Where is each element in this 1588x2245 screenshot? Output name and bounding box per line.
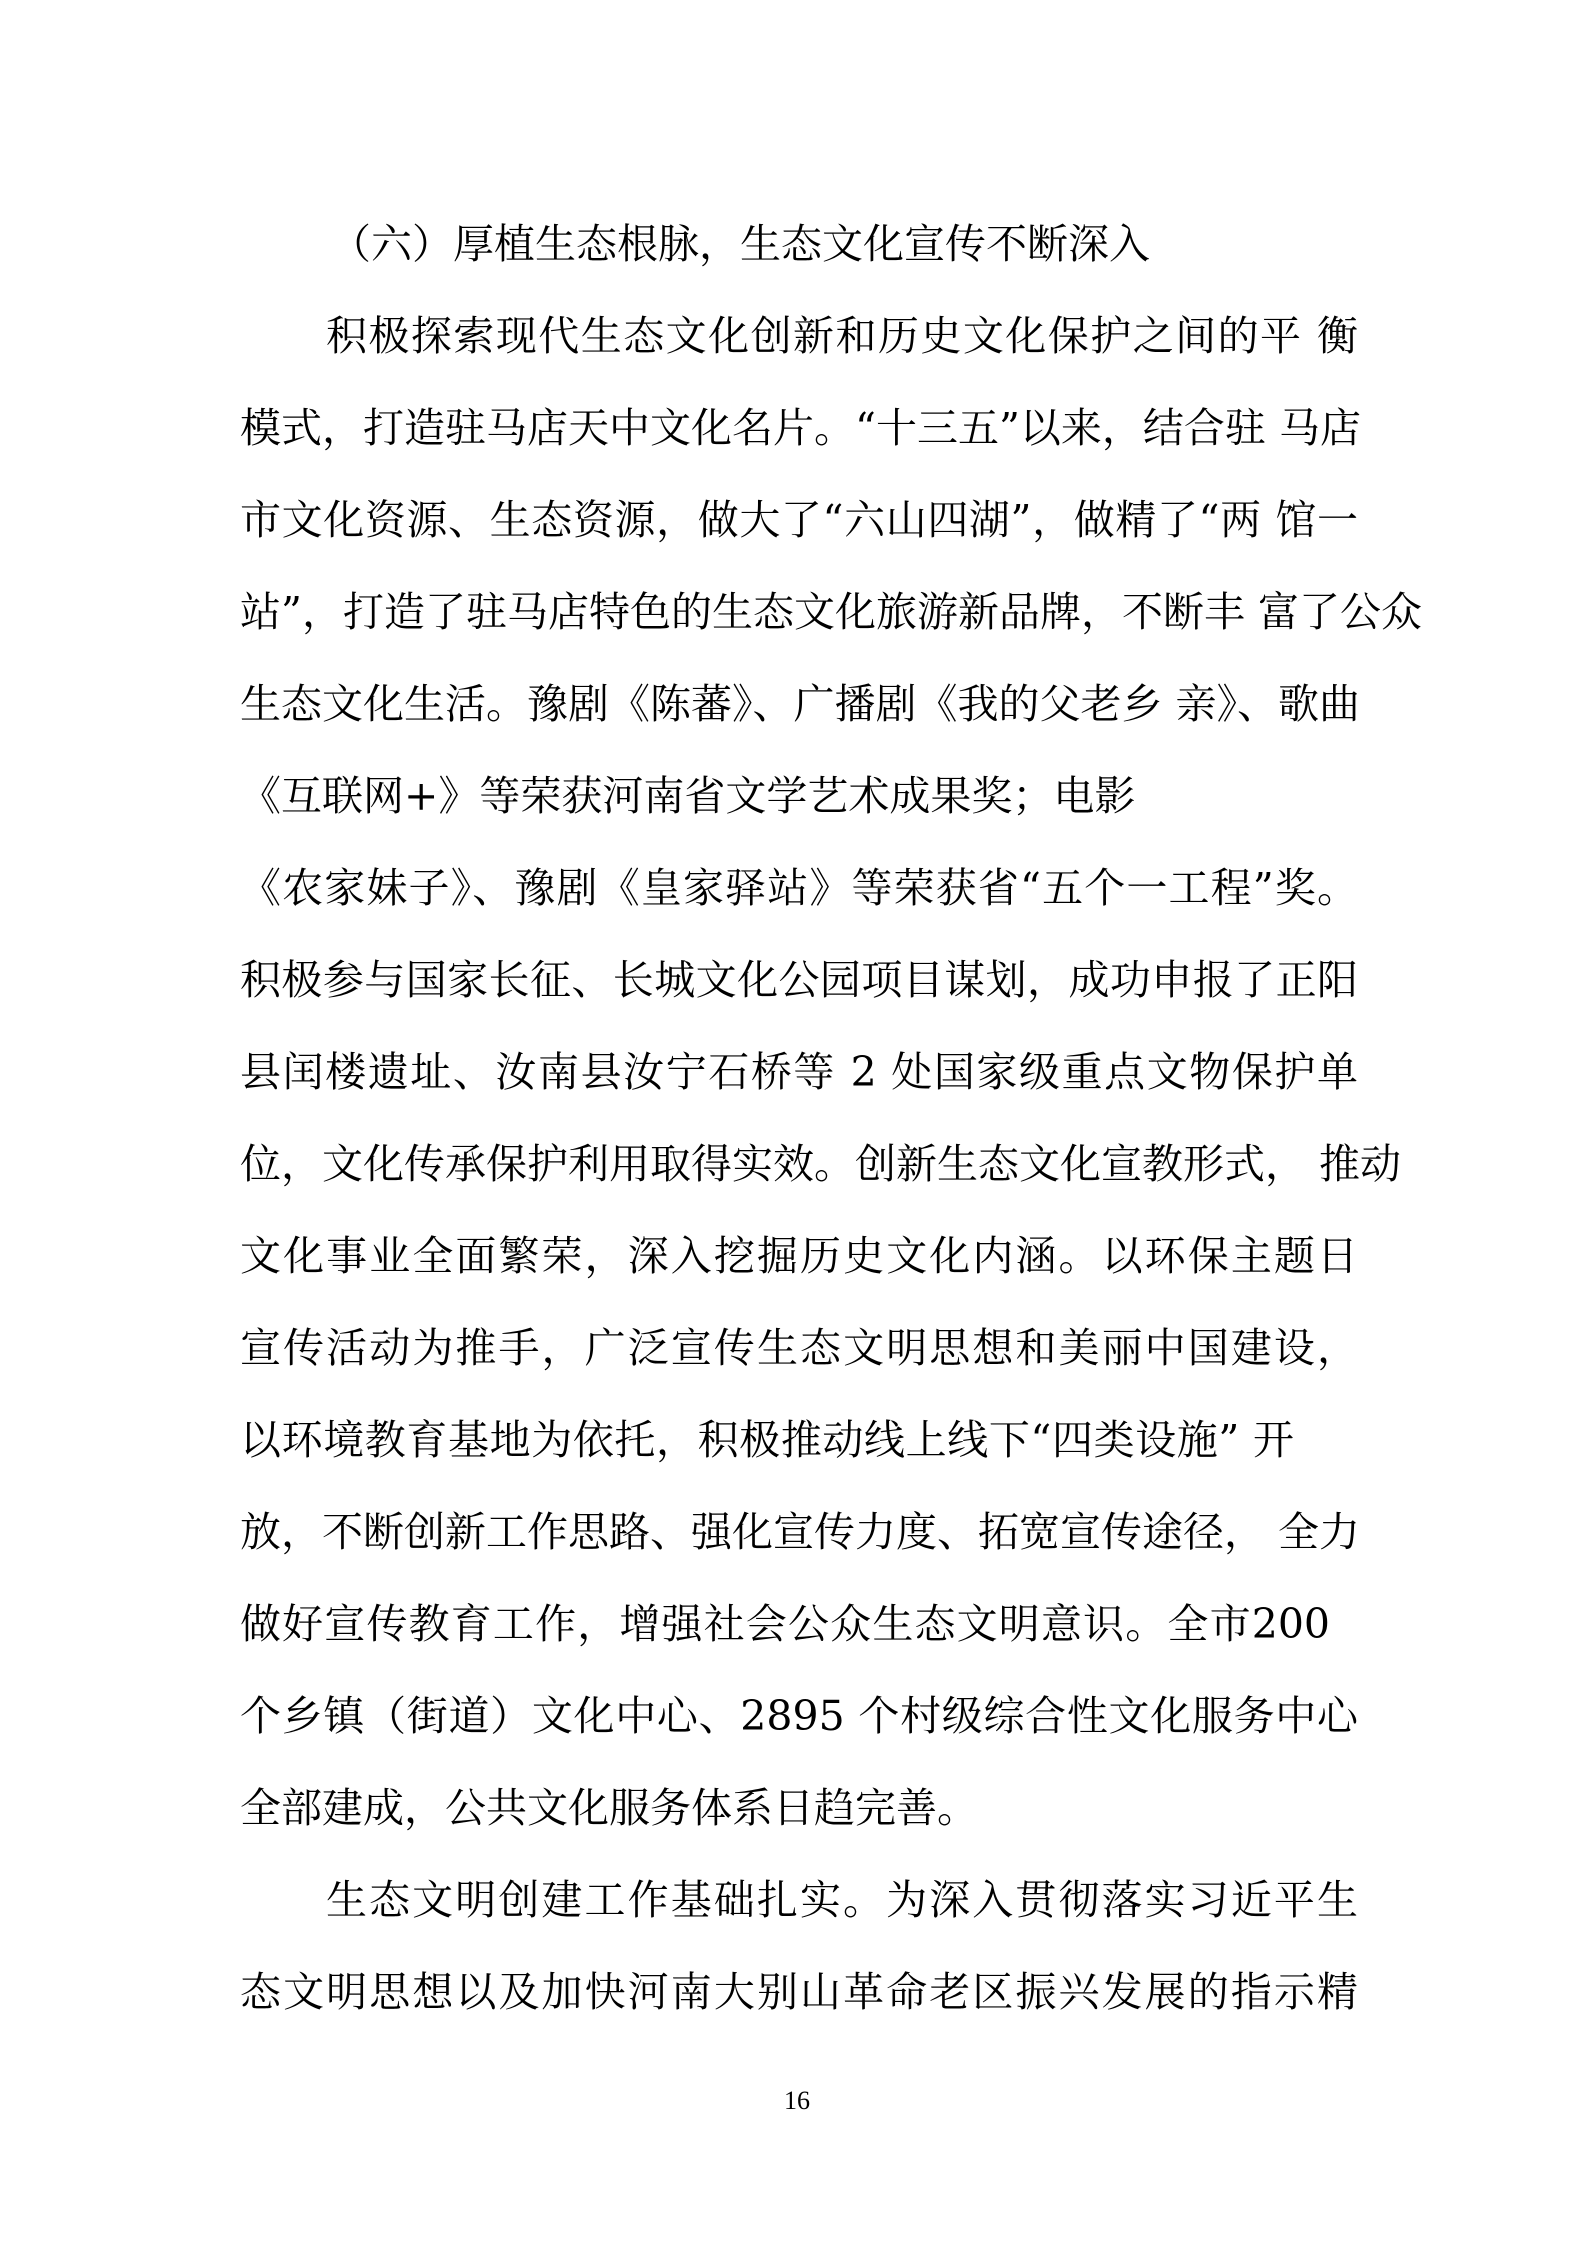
paragraph-line: 县闰楼遗址、汝南县汝宁石桥等 2 处国家级重点文物保护单: [240, 1048, 1358, 1096]
paragraph-line: 生态文明创建工作基础扎实。为深入贯彻落实习近平生: [326, 1876, 1358, 1924]
paragraph-line: 市文化资源、生态资源，做大了“六山四湖”，做精了“两 馆一: [240, 496, 1358, 544]
paragraph-line: 全部建成，公共文化服务体系日趋完善。: [240, 1784, 978, 1832]
paragraph-line: 生态文化生活。豫剧《陈蕃》、广播剧《我的父老乡 亲》、歌曲: [240, 680, 1361, 728]
paragraph-line: 文化事业全面繁荣，深入挖掘历史文化内涵。以环保主题日: [240, 1232, 1358, 1280]
section-heading: （六）厚植生态根脉，生态文化宣传不断深入: [330, 220, 1150, 268]
paragraph-line: 放，不断创新工作思路、强化宣传力度、拓宽宣传途径， 全力: [240, 1508, 1361, 1556]
paragraph-line: 模式，打造驻马店天中文化名片。“十三五”以来，结合驻 马店: [240, 404, 1361, 452]
paragraph-line: 宣传活动为推手，广泛宣传生态文明思想和美丽中国建设，: [240, 1324, 1358, 1372]
page-number: 16: [784, 2086, 810, 2115]
paragraph-line: 站”，打造了驻马店特色的生态文化旅游新品牌，不断丰 富了公众: [240, 588, 1422, 636]
paragraph-line: 积极参与国家长征、长城文化公园项目谋划，成功申报了正阳: [240, 956, 1358, 1004]
paragraph-line: 《互联网+》等荣获河南省文学艺术成果奖；电影: [240, 772, 1136, 820]
paragraph-line: 个乡镇（街道）文化中心、2895 个村级综合性文化服务中心: [240, 1692, 1358, 1740]
paragraph-line: 《农家妹子》、豫剧《皇家驿站》等荣获省“五个一工程”奖。: [240, 864, 1358, 912]
paragraph-line: 以环境教育基地为依托，积极推动线上线下“四类设施” 开: [240, 1416, 1294, 1464]
paragraph-line: 做好宣传教育工作，增强社会公众生态文明意识。全市200: [240, 1600, 1330, 1648]
paragraph-line: 位，文化传承保护利用取得实效。创新生态文化宣教形式， 推动: [240, 1140, 1402, 1188]
paragraph-line: 积极探索现代生态文化创新和历史文化保护之间的平 衡: [326, 312, 1358, 360]
paragraph-line: 态文明思想以及加快河南大别山革命老区振兴发展的指示精: [240, 1968, 1358, 2016]
